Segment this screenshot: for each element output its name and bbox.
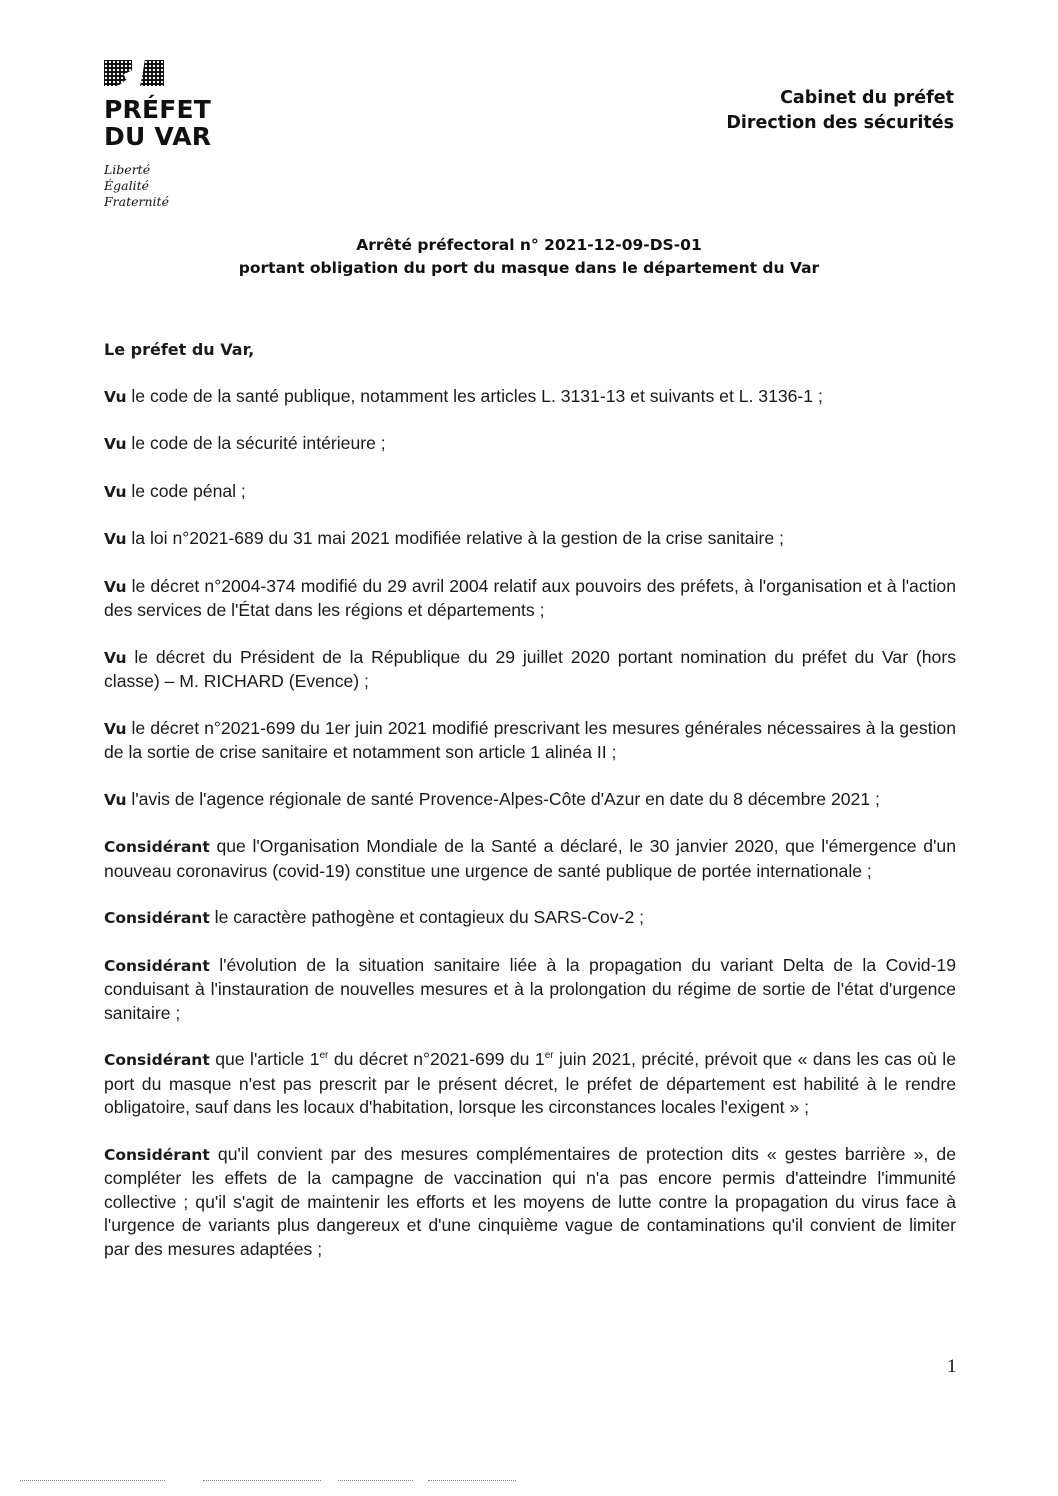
- visa-paragraph: [104, 480, 956, 505]
- considerant-paragraph: [104, 906, 956, 931]
- document-title: [0, 234, 1058, 280]
- republic-motto: [104, 162, 224, 210]
- logo-name-line2: DU VAR: [104, 122, 212, 151]
- paragraph-text: la loi n°2021-689 du 31 mai 2021 modifiée relative à la gestion de la crise sanitaire ;: [126, 528, 784, 548]
- prefecture-logo: [104, 60, 224, 210]
- service-cabinet: Cabinet du préfet: [780, 88, 954, 108]
- paragraph-text: le décret n°2021-699 du 1er juin 2021 modifié prescrivant les mesures générales nécessaires à la gestion de la sortie de crise sanitaire et notamment son article 1 alinéa II ;: [104, 717, 956, 762]
- intro-line: Le préfet du Var,: [104, 340, 255, 359]
- motto-fraternite: Fraternité: [104, 194, 169, 209]
- paragraph-text: le décret du Président de la République du 29 juillet 2020 portant nomination du préfet du Var (hors classe) – M. RICHARD (Evence) ;: [104, 646, 956, 691]
- paragraph-keyword: Vu: [104, 387, 127, 406]
- page-number: 1: [947, 1356, 957, 1377]
- visa-paragraph: [104, 646, 956, 694]
- service-direction: Direction des sécurités: [726, 113, 954, 133]
- scan-artifact-line: [428, 1480, 516, 1481]
- paragraph-keyword: Considérant: [104, 1051, 210, 1069]
- paragraph-keyword: Considérant: [104, 909, 210, 927]
- paragraph-keyword: Vu: [104, 482, 127, 501]
- paragraph-keyword: Considérant: [104, 1145, 210, 1164]
- considerant-paragraph: [104, 835, 956, 883]
- considerant-paragraph: [104, 1143, 956, 1262]
- considerant-paragraph: [104, 1048, 956, 1120]
- paragraph-keyword: Vu: [104, 648, 127, 667]
- paragraph-text: le décret n°2004-374 modifié du 29 avril 2004 relatif aux pouvoirs des préfets, à l'organisation et à l'action des services de l'État dans les régions et départements ;: [104, 575, 956, 620]
- logo-name-line1: PRÉFET: [104, 95, 212, 124]
- paragraph-text: du décret n°2021-699 du 1: [328, 1049, 545, 1069]
- paragraph-keyword: Considérant: [104, 838, 210, 856]
- paragraph-text: le code pénal ;: [126, 480, 246, 501]
- paragraph-keyword: Vu: [104, 719, 127, 738]
- visa-paragraph: [104, 385, 956, 410]
- superscript: er: [319, 1050, 329, 1062]
- paragraph-keyword: Considérant: [104, 956, 210, 975]
- decree-number: Arrêté préfectoral n° 2021-12-09-DS-01: [356, 236, 702, 254]
- scan-artifact-line: [203, 1480, 321, 1481]
- visa-paragraph: [104, 432, 956, 457]
- considerant-paragraph: [104, 954, 956, 1026]
- paragraph-keyword: Vu: [104, 790, 127, 809]
- paragraph-text: l'avis de l'agence régionale de santé Provence-Alpes-Côte d'Azur en date du 8 décembre 2021 ;: [126, 788, 880, 809]
- paragraph-text: le code de la sécurité intérieure ;: [126, 433, 386, 453]
- paragraph-text: l'évolution de la situation sanitaire liée à la propagation du variant Delta de la Covid-19 conduisant à l'instauration de nouvelles mesures et à la prolongation du régime de sortie de l'état d'urgence sanitaire ;: [104, 954, 956, 1023]
- paragraph-text: juin 2021, précité, prévoit que « dans les cas où le port du masque n'est pas prescrit par le présent décret, le préfet de département est habilité à le rendre obligatoire, sauf dans les locaux d'habitation, lorsque les circonstances locales l'exigent » ;: [104, 1049, 956, 1117]
- motto-liberte: Liberté: [104, 162, 151, 177]
- paragraph-text: le code de la santé publique, notamment les articles L. 3131-13 et suivants et L. 3136-1 ;: [126, 385, 823, 406]
- paragraph-keyword: Vu: [104, 435, 127, 453]
- marianne-flag-icon: [104, 60, 224, 86]
- motto-egalite: Égalité: [104, 178, 149, 193]
- visa-paragraph: [104, 527, 956, 552]
- scan-artifact-line: [20, 1480, 165, 1481]
- visa-paragraph: [104, 575, 956, 623]
- paragraph-text: que l'Organisation Mondiale de la Santé a déclaré, le 30 janvier 2020, que l'émergence d'un nouveau coronavirus (covid-19) constitue une urgence de santé publique de portée internationale ;: [104, 836, 956, 881]
- paragraph-text: le caractère pathogène et contagieux du SARS-Cov-2 ;: [209, 907, 644, 927]
- paragraph-keyword: Vu: [104, 530, 127, 548]
- paragraph-text: que l'article 1: [209, 1049, 320, 1069]
- paragraph-keyword: Vu: [104, 577, 127, 596]
- superscript: er: [544, 1050, 554, 1062]
- decree-subject: portant obligation du port du masque dans le département du Var: [238, 259, 820, 277]
- visa-paragraph: [104, 788, 956, 813]
- paragraph-text: qu'il convient par des mesures complémentaires de protection dits « gestes barrière », de compléter les effets de la campagne de vaccination qui n'a pas encore permis d'atteindre l'immunité collective ; qu'il s'agit de maintenir les efforts et les moyens de lutte contre la propagation du virus face à l'urgence de variants plus dangereux et d'une cinquième vague de contaminations qu'il convient de limiter par des mesures adaptées ;: [104, 1143, 956, 1259]
- document-body: [104, 338, 956, 1284]
- visa-paragraph: [104, 717, 956, 765]
- issuing-service: [726, 86, 954, 136]
- scan-artifact-line: [338, 1480, 413, 1481]
